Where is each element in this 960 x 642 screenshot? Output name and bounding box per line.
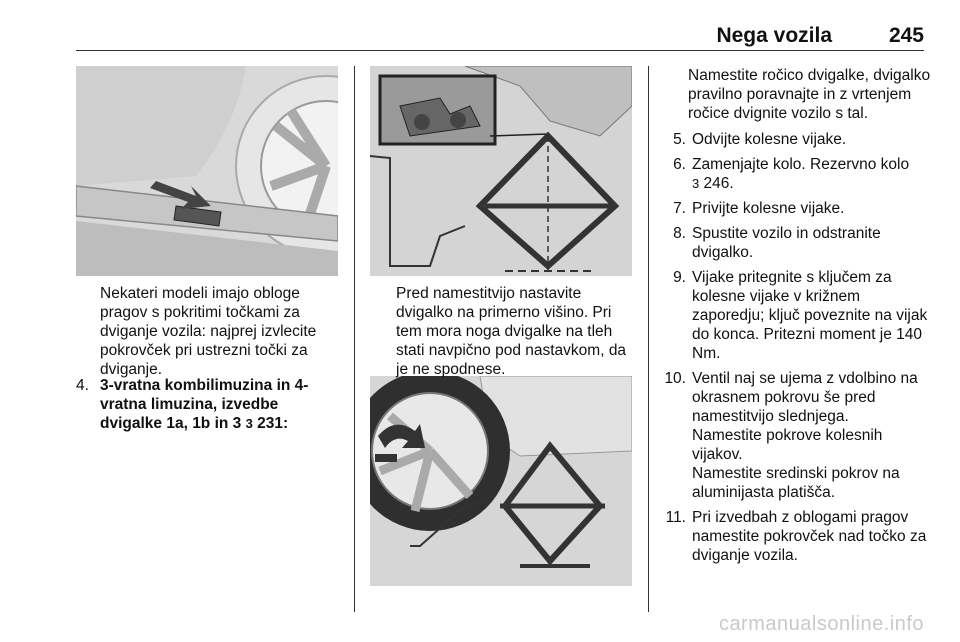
step-text: Odvijte kolesne vijake. [692,131,847,148]
step-text: 3-vratna kombilimuzina in 4-vratna limuzina, izvedbe dvigalke 1a, 1b in 3 [100,377,309,432]
step-number: 4. [76,377,89,394]
step-text: Vijake pritegnite s ključem za kolesne vijake v križnem zaporedju; ključ poveznite na vijak do konca. Pritezni moment je 140 Nm. [692,269,928,362]
step-8 [662,224,932,262]
step-text: Pri izvedbah z oblogami pragov namestite pokrovček nad točko za dviganje vozila. [692,509,927,564]
step-number: 5. [673,131,686,148]
step-text: Spustite vozilo in odstranite dvigalko. [692,225,881,261]
step-10 [662,369,932,502]
step-number: 8. [673,225,686,242]
steps-list [662,130,932,565]
list-item [76,376,340,433]
column-divider-2 [648,66,649,612]
page-reference-icon: 3 [245,416,253,431]
step-5 [662,130,932,149]
step-9 [662,268,932,363]
page-reference-icon: 3 [692,176,700,191]
step-number: 10. [664,370,686,387]
intro-paragraph: Namestite ročico dvigalke, dvigalko pravilno poravnajte in z vrtenjem ročice dvignite vozilo s tal. [688,67,931,122]
sill-cover-illustration [76,66,338,276]
caption-text: Nekateri modeli imajo obloge pragov s pokritimi točkami za dviganje vozila: najprej izvlecite pokrovček pri ustrezni točki za dviganje. [100,285,317,378]
jack-lifting-illustration [370,376,632,586]
step-11 [662,508,932,565]
step-number: 11. [665,509,686,526]
jack-positioning-illustration [370,66,632,276]
step-text: Zamenjajte kolo. Rezervno kolo [692,156,910,173]
step-6 [662,155,932,193]
page-reference: 231: [257,415,289,432]
paragraph: Pred namestitvijo nastavite dvigalko na primerno višino. Pri tem mora noga dvigalke na tleh stati navpično pod nastavkom, da je ne spodnese. [396,285,627,378]
step-text: Privijte kolesne vijake. [692,200,845,217]
step-4 [76,376,340,439]
step-7 [662,199,932,218]
page-header [76,18,924,51]
watermark: carmanualsonline.info [718,613,924,635]
step-text: Ventil naj se ujema z vdolbino na okrasnem pokrovu še pred namestitvijo slednjega. [692,370,918,425]
step-number: 6. [673,156,686,173]
page-reference: 246. [703,175,734,192]
instructions-column [662,66,932,571]
step-subparagraph: Namestite sredinski pokrov na aluminijasta platišča. [692,465,900,501]
page-title: Nega vozila [716,24,832,47]
page-number: 245 [888,24,924,47]
jack-positioning-text [396,284,636,379]
step-subparagraph: Namestite pokrove kolesnih vijakov. [692,427,883,463]
sill-cover-caption [100,284,340,379]
step-number: 7. [673,200,686,217]
column-divider-1 [354,66,355,612]
step-number: 9. [673,269,686,286]
